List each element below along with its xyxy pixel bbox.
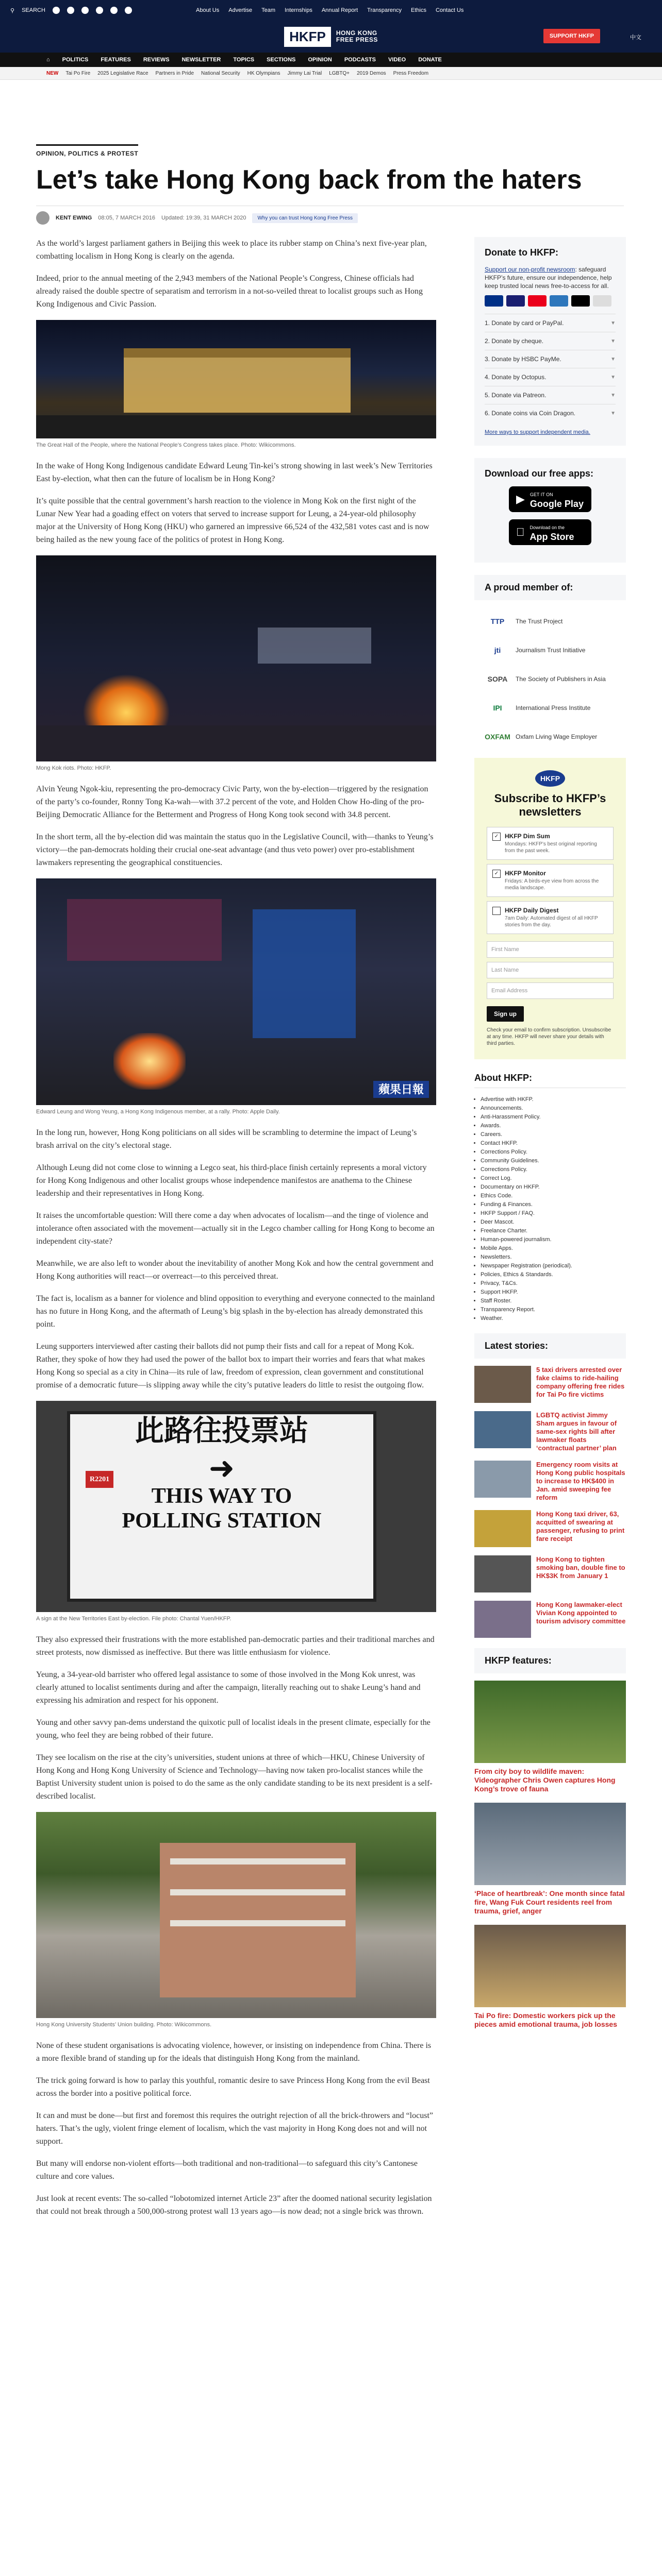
- about-link[interactable]: • Privacy, T&Cs.: [481, 1279, 626, 1288]
- chevron-down-icon: ▼: [610, 374, 616, 380]
- about-link[interactable]: • Careers.: [481, 1130, 626, 1139]
- sign-code: R2201: [86, 1471, 113, 1488]
- story-thumbnail: [474, 1601, 531, 1638]
- donate-option-label: 3. Donate by HSBC PayMe.: [485, 355, 561, 363]
- article-paragraph: They also expressed their frustrations with the more established pan-democratic parties and their traditional marches and street protests, now dismissed as ineffective. But there was little enthusiasm for violence.: [36, 1635, 435, 1657]
- story-item[interactable]: [474, 1461, 626, 1502]
- twitter-icon[interactable]: [67, 7, 74, 14]
- donate-link[interactable]: Support our non-profit newsroom: [485, 266, 575, 273]
- app-store-button[interactable]: [509, 519, 591, 545]
- trending-link[interactable]: LGBTQ+: [329, 70, 350, 76]
- sign-english-line1: THIS WAY TO: [151, 1484, 292, 1508]
- article-paragraph: But many will endorse non-violent efforts—both traditional and non-traditional—to safeguard this city’s Cantonese culture and core values.: [36, 2159, 418, 2181]
- newsletter-option-desc: 7am Daily: Automated digest of all HKFP stories from the day.: [505, 916, 598, 928]
- member-item[interactable]: [485, 670, 616, 688]
- byline: [36, 206, 624, 225]
- story-item[interactable]: [474, 1555, 626, 1592]
- newsletter-option-desc: Mondays: HKFP’s best original reporting from the past week.: [505, 841, 597, 854]
- figure-caption: A sign at the New Territories East by-election. File photo: Chantal Yuen/HKFP.: [36, 1616, 231, 1622]
- story-title: Hong Kong to tighten smoking ban, double fine to HK$3K from January 1: [536, 1555, 625, 1580]
- about-box: [474, 1073, 626, 1333]
- about-link[interactable]: • Staff Roster.: [481, 1297, 626, 1306]
- donate-option[interactable]: [485, 404, 616, 422]
- article-paragraph: In the long run, however, Hong Kong politicians on all sides will be scrambling to determine the impact of Leung’s brash arrival on the city’s electoral stage.: [36, 1128, 417, 1150]
- youtube-icon[interactable]: [96, 7, 103, 14]
- about-link[interactable]: • Announcements.: [481, 1104, 626, 1113]
- newsletter-option-name: HKFP Monitor: [505, 870, 546, 877]
- article-paragraph: Indeed, prior to the annual meeting of the 2,943 members of the National People’s Congress, Chinese officials had already raised the double spectre of separatism and terrorism in a not-so-veiled threat to localist groups such as Hong Kong Indigenous and Civic Passion.: [36, 274, 423, 309]
- about-link[interactable]: • Documentary on HKFP.: [481, 1183, 626, 1192]
- figure-hku-building: [36, 1812, 436, 2029]
- donate-option[interactable]: [485, 332, 616, 350]
- member-name: Journalism Trust Initiative: [516, 647, 586, 654]
- site-logo[interactable]: HKFP: [284, 27, 331, 47]
- top-link[interactable]: Advertise: [228, 7, 253, 13]
- donate-option[interactable]: [485, 386, 616, 404]
- figure-caption: The Great Hall of the People, where the National People’s Congress takes place. Photo: Wikicommons.: [36, 442, 296, 448]
- chevron-down-icon: ▼: [610, 410, 616, 416]
- member-item[interactable]: [485, 699, 616, 717]
- apple-daily-watermark: 蘋果日報: [373, 1081, 429, 1098]
- trending-label: NEW: [46, 70, 59, 76]
- figure-polling-sign: [36, 1401, 436, 1623]
- donate-option-label: 2. Donate by cheque.: [485, 337, 544, 345]
- about-link[interactable]: • Policies, Ethics & Standards.: [481, 1270, 626, 1279]
- donate-option[interactable]: [485, 368, 616, 386]
- top-link[interactable]: Internships: [285, 7, 312, 13]
- hku-students-union-photo: [36, 1812, 436, 2018]
- email-field[interactable]: Email Address: [487, 982, 614, 999]
- google-play-icon: ▶: [516, 493, 525, 505]
- edward-leung-rally-photo: [36, 878, 436, 1105]
- feature-title: Tai Po fire: Domestic workers pick up the pieces amid emotional trauma, job losses: [474, 2011, 617, 2028]
- trending-link[interactable]: Tai Po Fire: [65, 70, 91, 76]
- google-play-small: GET IT ON: [529, 492, 553, 497]
- member-name: Oxfam Living Wage Employer: [516, 733, 598, 740]
- about-link[interactable]: • HKFP Support / FAQ.: [481, 1209, 626, 1218]
- latest-stories: [474, 1333, 626, 1638]
- newsletter-option[interactable]: [487, 864, 614, 897]
- google-play-big: Google Play: [529, 498, 584, 509]
- top-link[interactable]: Ethics: [411, 7, 426, 13]
- newsletter-option-desc: Fridays: A birds-eye view from across the media landscape.: [505, 878, 599, 891]
- about-link[interactable]: • Mobile Apps.: [481, 1244, 626, 1253]
- newsletter-option[interactable]: [487, 901, 614, 934]
- member-name: The Trust Project: [516, 618, 563, 625]
- apps-heading: Download our free apps:: [485, 468, 594, 479]
- about-heading: About HKFP:: [474, 1073, 626, 1088]
- latest-heading: Latest stories:: [474, 1333, 626, 1359]
- newsletter-box: [474, 758, 626, 1059]
- feature-item[interactable]: [474, 1803, 626, 1916]
- about-link[interactable]: • Freelance Charter.: [481, 1227, 626, 1235]
- story-title: Hong Kong lawmaker-elect Vivian Kong appointed to tourism advisory committee: [536, 1601, 626, 1625]
- story-title: 5 taxi drivers arrested over fake claims to ride-hailing company offering free rides for Tai Po fire victims: [536, 1366, 625, 1398]
- sopa-logo: SOPA: [487, 675, 508, 683]
- site-name-line2: FREE PRESS: [336, 36, 378, 43]
- nav-home-icon[interactable]: ⌂: [46, 57, 50, 63]
- story-thumbnail: [474, 1366, 531, 1403]
- sign-up-button[interactable]: Sign up: [487, 1006, 524, 1022]
- article-title: Let’s take Hong Kong back from the haters: [36, 165, 582, 195]
- chevron-down-icon: ▼: [610, 356, 616, 362]
- nav-item[interactable]: OPINION: [308, 57, 332, 63]
- article-paragraph: Leung supporters interviewed after casting their ballots did not pump their fists and call for a repeat of Mong Kok. Rather, they spoke of how they had used the power of the ballot box to impart their worries and fears that what makes Hong Kong so special as a city in China—its rule of law, freedom of expression, clean government and constitutional promise of a democratic future—is slipping away while the city’s putative leaders do little to resist the outgoing flow.: [36, 1342, 425, 1389]
- nav-item[interactable]: SECTIONS: [267, 57, 296, 63]
- member-name: The Society of Publishers in Asia: [516, 675, 606, 683]
- facebook-icon[interactable]: [53, 7, 60, 14]
- paypal-icon: [485, 295, 503, 307]
- ipi-logo: IPI: [493, 704, 502, 712]
- figure-caption: Mong Kok riots. Photo: HKFP.: [36, 765, 111, 771]
- features-box: [474, 1648, 626, 2029]
- article-paragraph: Alvin Yeung Ngok-kiu, representing the pro-democracy Civic Party, won the by-election—triggered by the resignation of the party’s co-founder, Ronny Tong Ka-wah—with 37.2 percent of the vote, and Holden Chow Ho-ding of the pro-Beijing Democratic Alliance for the Betterment and Progress of Hong Kong took second with 34.8 percent.: [36, 785, 428, 819]
- amex-icon: [550, 295, 568, 307]
- about-link[interactable]: • Corrections Policy.: [481, 1165, 626, 1174]
- top-links: [196, 7, 464, 13]
- feature-item[interactable]: [474, 1925, 626, 2029]
- payment-cards: [485, 295, 616, 307]
- story-thumbnail: [474, 1555, 531, 1592]
- masthead: [0, 21, 662, 53]
- nav-item[interactable]: VIDEO: [388, 57, 406, 63]
- donate-option-label: 4. Donate by Octopus.: [485, 374, 547, 381]
- nav-item[interactable]: POLITICS: [62, 57, 89, 63]
- about-link[interactable]: • Community Guidelines.: [481, 1157, 626, 1165]
- author-avatar: [36, 211, 49, 225]
- mastercard-icon: [528, 295, 547, 307]
- members-box: [474, 575, 626, 745]
- article-paragraph: It raises the uncomfortable question: Will there come a day when advocates of localism—and the tinge of violence and intolerance often associated with the movement—actually sit in the Legco chamber calling for Hong Kong to become an independent city-state?: [36, 1211, 435, 1246]
- donate-option[interactable]: [485, 350, 616, 368]
- chevron-down-icon: ▼: [610, 320, 616, 326]
- site-name-line1: HONG KONG: [336, 29, 377, 37]
- story-thumbnail: [474, 1411, 531, 1448]
- first-name-field[interactable]: First Name: [487, 941, 614, 958]
- support-hkfp-button[interactable]: SUPPORT HKFP: [543, 29, 600, 43]
- figure-great-hall: [36, 320, 436, 449]
- donate-text: [485, 265, 616, 290]
- newsletter-heading: Subscribe to HKFP’s newsletters: [494, 792, 606, 818]
- about-link[interactable]: • Correct Log.: [481, 1174, 626, 1183]
- app-store-big: App Store: [521, 531, 566, 542]
- sign-english-line2: POLLING STATION: [122, 1509, 322, 1533]
- polling-station-sign-photo: [36, 1401, 436, 1612]
- last-name-field[interactable]: Last Name: [487, 962, 614, 978]
- great-hall-photo: [36, 320, 436, 438]
- article-paragraph: Yeung, a 34-year-old barrister who offered legal assistance to some of those involved in the Mong Kok unrest, was clearly attuned to localist sentiments during and after the campaign, literally reaching out to shake Leung’s hand and expressing his admiration and respect for his opponent.: [36, 1670, 421, 1705]
- article-paragraph: The trick going forward is how to parlay this youthful, romantic desire to save Princess Hong Kong from the evil Beast across the border into a positive political force.: [36, 2076, 430, 2098]
- article-paragraph: The fact is, localism as a banner for violence and blind opposition to everything and everyone connected to the mainland has no future in Hong Kong, and the aftermath of Leung’s big splash in the by-election has already demonstrated this point.: [36, 1294, 435, 1329]
- figure-mong-kok: [36, 555, 436, 772]
- article-header: [36, 144, 624, 225]
- story-title: Emergency room visits at Hong Kong public hospitals to increase to HK$400 in Jan. amid sweeping fee reform: [536, 1461, 625, 1501]
- chevron-down-icon: ▼: [610, 392, 616, 398]
- about-link[interactable]: • Awards.: [481, 1122, 626, 1130]
- story-item[interactable]: [474, 1601, 626, 1638]
- newsletter-option-name: HKFP Dim Sum: [505, 833, 550, 840]
- member-item[interactable]: [485, 641, 616, 659]
- search-icon[interactable]: ⚲: [10, 7, 15, 14]
- article-paragraph: In the wake of Hong Kong Indigenous candidate Edward Leung Tin-kei’s strong showing in last week’s New Territories East by-election, what then can the future of localism be in Hong Kong?: [36, 462, 433, 483]
- sign-chinese-text: 此路往投票站: [135, 1414, 308, 1448]
- about-link[interactable]: • Weather.: [481, 1314, 626, 1323]
- checkbox[interactable]: [492, 907, 501, 915]
- trending-link[interactable]: 2019 Demos: [356, 70, 386, 76]
- story-title: Hong Kong taxi driver, 63, acquitted of swearing at passenger, refusing to print fare receipt: [536, 1510, 625, 1543]
- apps-box: [474, 458, 626, 563]
- article-paragraph: Meanwhile, we are also left to wonder about the inevitability of another Mong Kok and how the central government and Hong Kong authorities will react—or overreact—to this perceived threat.: [36, 1259, 434, 1281]
- google-pay-icon: [593, 295, 611, 307]
- donate-option-label: 6. Donate coins via Coin Dragon.: [485, 410, 576, 417]
- about-link[interactable]: • Transparency Report.: [481, 1306, 626, 1314]
- story-item[interactable]: [474, 1510, 626, 1547]
- article-category[interactable]: OPINION, POLITICS & PROTEST: [36, 144, 138, 157]
- figure-caption: Hong Kong University Students’ Union building. Photo: Wikicommons.: [36, 2022, 212, 2028]
- nav-item[interactable]: PODCASTS: [344, 57, 376, 63]
- about-link[interactable]: • Human-powered journalism.: [481, 1235, 626, 1244]
- search-link[interactable]: SEARCH: [22, 7, 45, 13]
- newsletter-option-name: HKFP Daily Digest: [505, 907, 559, 914]
- checkbox[interactable]: ✓: [492, 833, 501, 841]
- article-body: [36, 237, 436, 2227]
- donate-text-rest: : safeguard HKFP’s future, ensure our independence, help keep trusted local news free-to-access for all.: [485, 266, 612, 290]
- members-heading: A proud member of:: [474, 575, 626, 600]
- trending-link[interactable]: Jimmy Lai Trial: [287, 70, 322, 76]
- story-thumbnail: [474, 1510, 531, 1547]
- nav-item[interactable]: DONATE: [418, 57, 442, 63]
- article-paragraph: In the short term, all the by-election did was maintain the status quo in the Legislative Council, with—thanks to Yeung’s victory—the pan-democrats holding their crucial one-seat advantage (and thus veto power) over pro-establishment lawmakers representing the geographical constituencies.: [36, 833, 434, 867]
- figure-caption: Edward Leung and Wong Yeung, a Hong Kong Indigenous member, at a rally. Photo: Apple Daily.: [36, 1109, 280, 1115]
- about-link[interactable]: • Support HKFP.: [481, 1288, 626, 1297]
- publish-date: 08:05, 7 MARCH 2016: [98, 215, 155, 221]
- top-utility-bar: [0, 0, 662, 21]
- trending-link[interactable]: Press Freedom: [393, 70, 429, 76]
- feature-item[interactable]: [474, 1681, 626, 1793]
- trending-link[interactable]: 2025 Legislative Race: [97, 70, 148, 76]
- app-store-small: Download on the: [521, 524, 556, 530]
- newsletter-badge: HKFP: [535, 770, 565, 787]
- apple-pay-icon: [571, 295, 590, 307]
- google-play-button[interactable]: [509, 486, 591, 512]
- about-link[interactable]: • Anti-Harassment Policy.: [481, 1113, 626, 1122]
- linkedin-icon[interactable]: [110, 7, 118, 14]
- site-name[interactable]: [336, 30, 378, 43]
- feature-thumbnail: [474, 1803, 626, 1885]
- sidebar: [474, 237, 626, 2038]
- article-paragraph: It’s quite possible that the central government’s harsh reaction to the violence in Mong Kok on the first night of the Lunar New Year had a goading effect on voters that served to increase support for Leung, a 24-year-old philosophy major at the University of Hong Kong (HKU) who garnered an impressive 66,524 of the 432,581 votes cast and is now being hailed as the new young face of the politics of protest in Hong Kong.: [36, 497, 429, 544]
- article-paragraph: As the world’s largest parliament gathers in Beijing this week to place its rubber stamp on China’s next five-year plan, combatting localism in Hong Kong is clearly on the agenda.: [36, 239, 427, 261]
- about-link[interactable]: • Corrections Policy.: [481, 1148, 626, 1157]
- article-paragraph: They see localism on the rise at the city’s universities, student unions at three of which—HKU, Chinese University of Hong Kong and Hong Kong University of Science and Technology—having now taken pro-localist stances while the Baptist University student union is poised to do the same as the only candidate standing to be its next president is a self-described localist.: [36, 1753, 433, 1801]
- article-paragraph: Just look at recent events: The so-called “lobotomized internet Article 23” after the doomed national security legislation that could not break through a 500,000-strong protest wall 13 years ago—is now dead; not a single brick was thrown.: [36, 2194, 432, 2216]
- member-item[interactable]: [485, 613, 616, 630]
- about-link[interactable]: • Contact HKFP.: [481, 1139, 626, 1148]
- visa-icon: [506, 295, 525, 307]
- top-link[interactable]: Contact Us: [435, 7, 464, 13]
- main-nav: [0, 53, 662, 67]
- article-paragraph: It can and must be done—but first and foremost this requires the outright rejection of all the brick-throwers and “locust” haters. That’s the ugly, violent fringe element of localism, which the vast majority in Hong Kong does not and will not support.: [36, 2111, 433, 2146]
- trending-link[interactable]: National Security: [201, 70, 240, 76]
- top-link[interactable]: About Us: [196, 7, 220, 13]
- instagram-icon[interactable]: [81, 7, 89, 14]
- donate-option-label: 5. Donate via Patreon.: [485, 392, 547, 399]
- top-link[interactable]: Team: [261, 7, 276, 13]
- apple-icon: [516, 526, 525, 539]
- article-paragraph: None of these student organisations is advocating violence, however, or insisting on independence from China. There is a more flexible brand of standing up for the ideals that distinguish Hong Kong from the mainland.: [36, 2041, 432, 2063]
- arrow-icon: ➜: [208, 1451, 235, 1485]
- story-item[interactable]: [474, 1366, 626, 1403]
- about-link[interactable]: • Deer Mascot.: [481, 1218, 626, 1227]
- feature-title: ‘Place of heartbreak’: One month since fatal fire, Wang Fuk Court residents reel from trauma, grief, anger: [474, 1889, 625, 1915]
- jti-logo: jti: [494, 646, 501, 654]
- about-link[interactable]: • Newsletters.: [481, 1253, 626, 1262]
- story-item[interactable]: [474, 1411, 626, 1452]
- nav-item[interactable]: FEATURES: [101, 57, 131, 63]
- about-list: [474, 1095, 626, 1323]
- telegram-icon[interactable]: [125, 7, 132, 14]
- trending-bar: [0, 67, 662, 80]
- trending-link[interactable]: Partners in Pride: [155, 70, 194, 76]
- trust-project-logo: TTP: [490, 617, 505, 625]
- oxfam-logo: OXFAM: [485, 733, 510, 741]
- donate-heading: Donate to HKFP:: [485, 247, 558, 258]
- newsletter-note: Check your email to confirm subscription. Unsubscribe at any time. HKFP will never share your details with third parties.: [487, 1027, 611, 1046]
- donate-box: [474, 237, 626, 446]
- story-title: LGBTQ activist Jimmy Sham argues in favour of same-sex rights bill after lawmaker floats ‘contractual partner’ plan: [536, 1411, 617, 1452]
- about-link[interactable]: • Funding & Finances.: [481, 1200, 626, 1209]
- top-link[interactable]: Transparency: [367, 7, 402, 13]
- article-paragraph: Young and other savvy pan-dems understand the quixotic pull of localist ideals in the present climate, especially for the young, who feel they are being robbed of their future.: [36, 1718, 431, 1740]
- about-link[interactable]: • Newspaper Registration (periodical).: [481, 1262, 626, 1270]
- figure-edward-leung: [36, 878, 436, 1116]
- language-switch[interactable]: 中文: [630, 35, 641, 41]
- story-thumbnail: [474, 1461, 531, 1498]
- trust-pill[interactable]: Why you can trust Hong Kong Free Press: [252, 213, 358, 223]
- nav-item[interactable]: REVIEWS: [143, 57, 170, 63]
- about-link[interactable]: • Ethics Code.: [481, 1192, 626, 1200]
- article-paragraph: Although Leung did not come close to winning a Legco seat, his third-place finish certainly represents a moral victory for Hong Kong Indigenous and other localist groups whose independence manifestos are anathema to the Chinese leadership and their representatives in Hong Kong.: [36, 1163, 427, 1198]
- nav-item[interactable]: NEWSLETTER: [181, 57, 221, 63]
- author-name[interactable]: KENT EWING: [56, 215, 92, 221]
- mong-kok-riot-photo: [36, 555, 436, 761]
- top-link[interactable]: Annual Report: [321, 7, 358, 13]
- member-name: International Press Institute: [516, 704, 591, 711]
- about-link[interactable]: • Advertise with HKFP.: [481, 1095, 626, 1104]
- chevron-down-icon: ▼: [610, 338, 616, 344]
- checkbox[interactable]: ✓: [492, 870, 501, 878]
- feature-thumbnail: [474, 1925, 626, 2007]
- newsletter-option[interactable]: [487, 827, 614, 860]
- donate-option[interactable]: [485, 314, 616, 332]
- more-ways-link[interactable]: More ways to support independent media.: [485, 429, 590, 435]
- member-item[interactable]: [485, 728, 616, 745]
- nav-item[interactable]: TOPICS: [233, 57, 255, 63]
- feature-thumbnail: [474, 1681, 626, 1763]
- features-heading: HKFP features:: [474, 1648, 626, 1673]
- trending-link[interactable]: HK Olympians: [247, 70, 280, 76]
- donate-option-label: 1. Donate by card or PayPal.: [485, 319, 564, 327]
- feature-title: From city boy to wildlife maven: Videographer Chris Owen captures Hong Kong’s trove of fauna: [474, 1767, 616, 1793]
- updated-date: Updated: 19:39, 31 MARCH 2020: [161, 215, 246, 221]
